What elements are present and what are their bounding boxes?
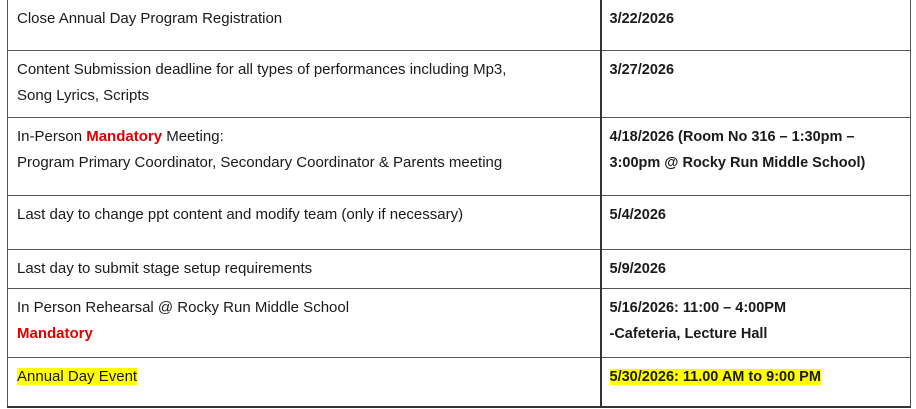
date-cell — [601, 117, 911, 195]
task-text: Meeting: — [162, 127, 224, 145]
task-text-line: Content Submission deadline for all types of performances including Mp3, — [17, 60, 507, 78]
task-text: In-Person — [17, 127, 87, 145]
date-cell — [601, 195, 911, 249]
task-cell — [8, 249, 601, 288]
date-text: 5/4/2026 — [609, 206, 666, 223]
date-text-line: 3:00pm @ Rocky Run Middle School) — [609, 154, 866, 171]
schedule-table — [7, 0, 911, 408]
table-row — [8, 357, 911, 407]
task-text: Close Annual Day Program Registration — [17, 10, 283, 27]
task-text: Last day to change ppt content and modify team (only if necessary) — [17, 205, 464, 223]
table-row — [8, 249, 911, 288]
date-text-line: 4/18/2026 (Room No 316 – 1:30pm – — [609, 128, 855, 145]
highlighted-date-text: 5/30/2026: 11.00 AM to 9:00 PM — [609, 368, 821, 385]
task-text: Last day to submit stage setup requirements — [17, 259, 313, 277]
task-text-line: Program Primary Coordinator, Secondary Coordinator & Parents meeting — [17, 153, 503, 171]
mandatory-label: Mandatory — [17, 324, 93, 342]
table-row — [8, 50, 911, 117]
task-cell — [8, 357, 601, 407]
date-cell — [601, 0, 911, 50]
table-row — [8, 195, 911, 249]
mandatory-label: Mandatory — [86, 127, 163, 145]
table-row — [8, 117, 911, 195]
task-text-line: In Person Rehearsal @ Rocky Run Middle School — [17, 298, 350, 316]
task-cell — [8, 0, 601, 50]
date-text-line: -Cafeteria, Lecture Hall — [609, 325, 768, 342]
task-cell — [8, 117, 601, 195]
date-cell — [601, 50, 911, 117]
date-cell — [601, 288, 911, 357]
task-cell — [8, 288, 601, 357]
date-text: 5/9/2026 — [609, 260, 666, 277]
task-cell — [8, 50, 601, 117]
date-cell — [601, 249, 911, 288]
date-text-line: 5/16/2026: 11:00 – 4:00PM — [609, 299, 787, 316]
task-text-line: Song Lyrics, Scripts — [17, 86, 149, 104]
date-text: 3/27/2026 — [609, 61, 675, 78]
date-text: 3/22/2026 — [609, 11, 675, 27]
task-text-line — [17, 124, 591, 150]
table-row — [8, 288, 911, 357]
table-row — [8, 0, 911, 50]
highlighted-task-text: Annual Day Event — [17, 367, 138, 385]
date-cell — [601, 357, 911, 407]
task-cell — [8, 195, 601, 249]
